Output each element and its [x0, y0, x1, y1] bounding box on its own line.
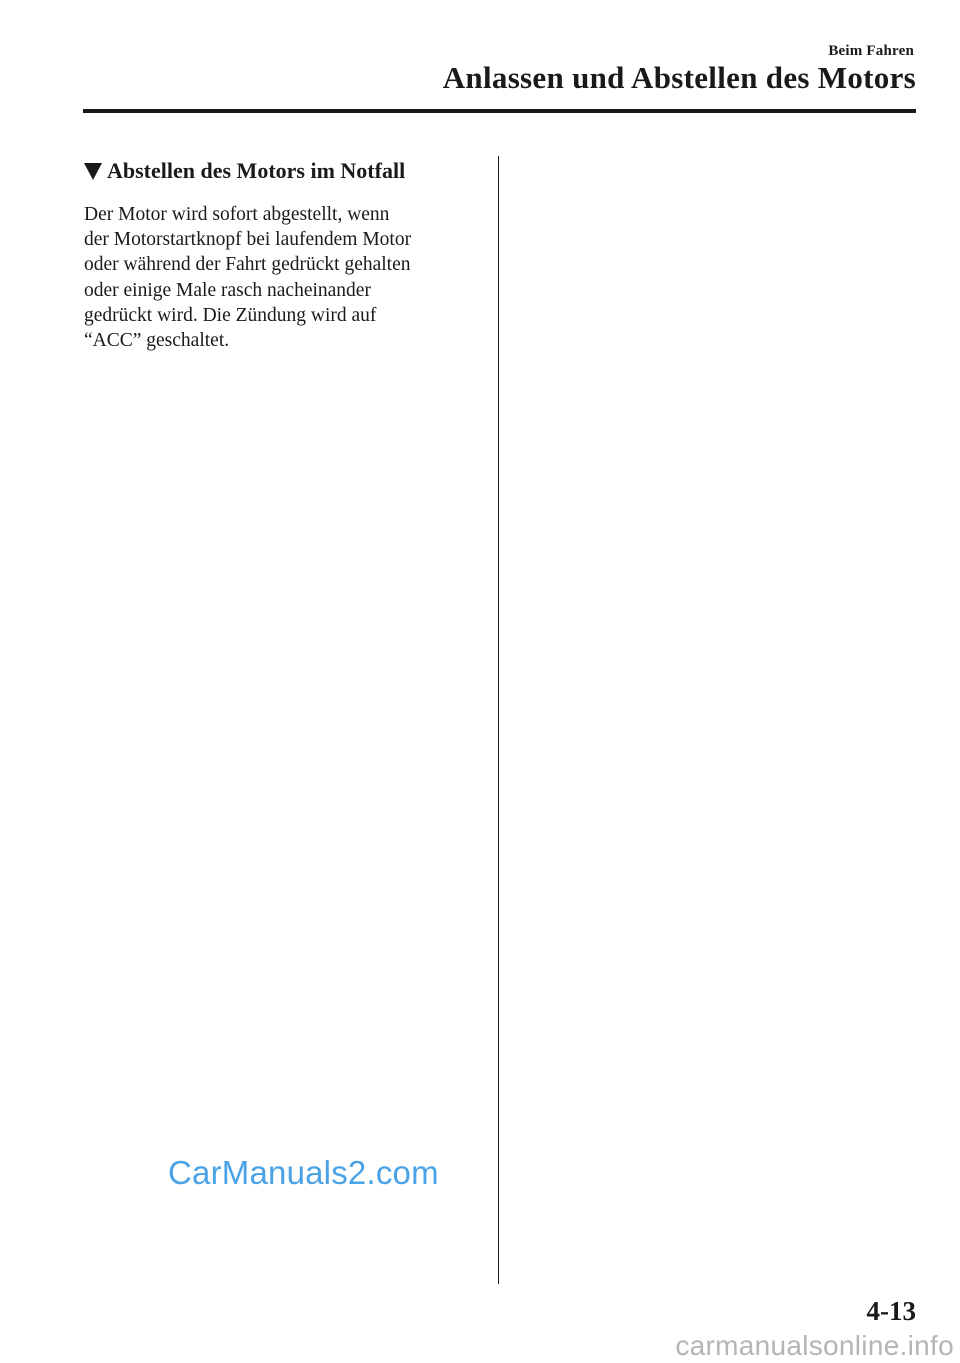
column-divider: [498, 156, 499, 1284]
page-number: 4-13: [866, 1296, 916, 1326]
paragraph-line: der Motorstartknopf bei laufendem Motor: [84, 229, 412, 251]
body-paragraph: [84, 202, 484, 353]
page-title: Anlassen und Abstellen des Motors: [442, 60, 916, 95]
running-header-section: Beim Fahren: [828, 43, 914, 59]
section-heading-text: Abstellen des Motors im Notfall: [107, 158, 406, 183]
paragraph-line: oder während der Fahrt gedrückt gehalten: [84, 254, 411, 276]
header-rule: [83, 109, 916, 113]
paragraph-line: “ACC” geschaltet.: [84, 330, 230, 352]
carmanuals-watermark: CarManuals2.com: [168, 1154, 439, 1191]
paragraph-line: gedrückt wird. Die Zündung wird auf: [84, 304, 377, 326]
site-watermark: carmanualsonline.info: [675, 1330, 954, 1361]
paragraph-line: oder einige Male rasch nacheinander: [84, 279, 371, 301]
paragraph-line: Der Motor wird sofort abgestellt, wenn: [84, 204, 390, 225]
section-heading: [84, 158, 405, 184]
down-triangle-icon: [84, 163, 102, 180]
